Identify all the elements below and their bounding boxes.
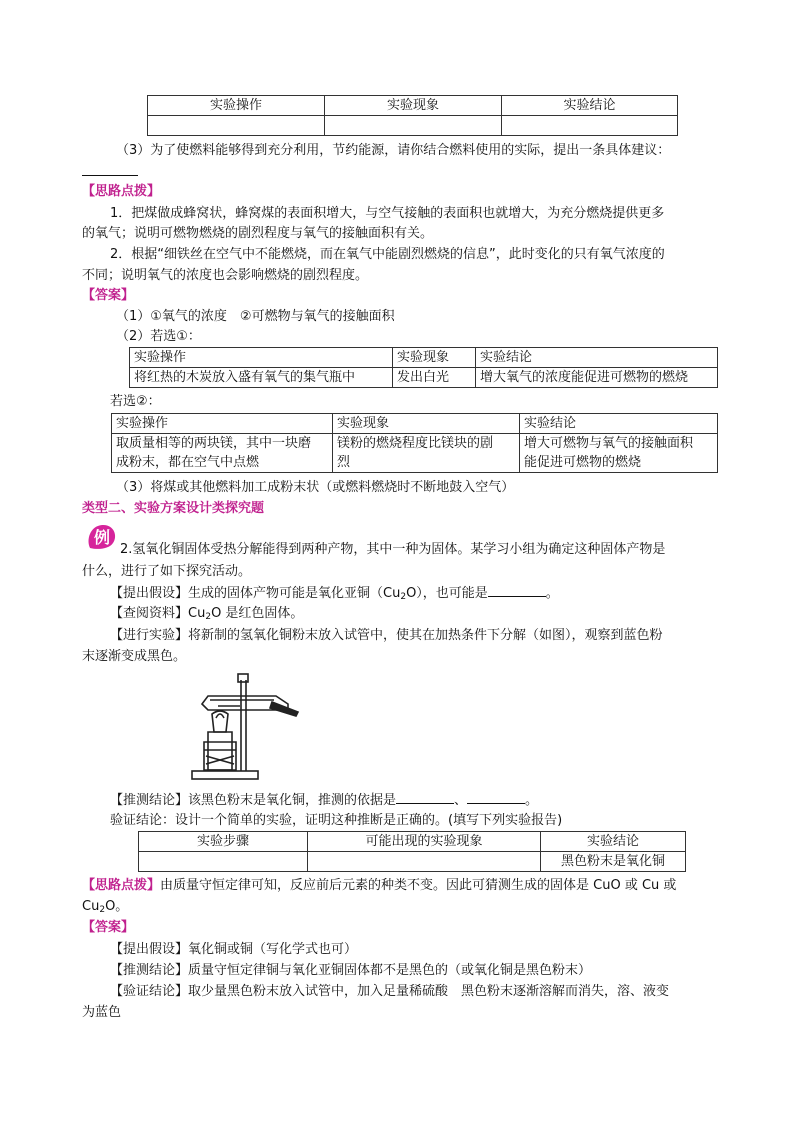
hint-text: 的氧气；说明可燃物燃烧的剧烈程度与氧气的接触面积有关。: [82, 226, 434, 241]
table-header: 实验操作: [130, 348, 393, 368]
table-header: 实验现象: [325, 96, 502, 116]
table-header: 实验操作: [148, 96, 325, 116]
hint-text: 1．把煤做成蜂窝状，蜂窝煤的表面积增大，与空气接触的表面积也就增大，为充分燃烧提供更多: [110, 206, 665, 221]
answer-text: （1）①氧气的浓度 ②可燃物与氧气的接触面积: [116, 309, 395, 324]
table-cell: 将红热的木炭放入盛有氧气的集气瓶中: [130, 368, 393, 388]
heating-apparatus-figure: [188, 670, 310, 782]
inference-line: 【推测结论】该黑色粉末是氧化铜，推测的依据是 、 。: [110, 790, 538, 811]
table-cell: 增大可燃物与氧气的接触面积 能促进可燃物的燃烧: [520, 434, 718, 473]
answer-text: （3）将煤或其他燃料加工成粉末状（或燃料燃烧时不断地鼓入空气）: [116, 480, 515, 495]
example-text: 什么，进行了如下探究活动。: [82, 564, 252, 579]
table-cell: 取质量相等的两块镁，其中一块磨 成粉末，都在空气中点燃: [112, 434, 333, 473]
answer2-text: 【推测结论】质量守恒定律铜与氧化亚铜固体都不是黑色的（或氧化铜是黑色粉末）: [110, 963, 592, 978]
table-header: 实验结论: [541, 832, 686, 852]
answer2-heading: 【答案】: [82, 920, 135, 935]
reference-line: 【查阅资料】$Cu_2O$ 是红色固体。: [110, 606, 304, 622]
table-cell: 增大氧气的浓度能促进可燃物的燃烧: [476, 368, 718, 388]
section-heading: 类型二、实验方案设计类探究题: [82, 501, 265, 516]
hypothesis-line: 【提出假设】生成的固体产物可能是氧化亚铜$(Cu_2O)$，也可能是 。: [110, 583, 559, 604]
hint2-line: $Cu_2O$。: [82, 899, 129, 915]
hint-text: 2．根据“细铁丝在空气中不能燃烧，而在氧气中能剧烈燃烧的信息”，此时变化的只有氧气浓度的: [110, 247, 665, 262]
table-cell: 镁粉的燃烧程度比镁块的剧 烈: [333, 434, 520, 473]
table-cell: [148, 116, 325, 136]
answer-heading: 【答案】: [82, 288, 135, 303]
answer2-text: 【验证结论】取少量黑色粉末放入试管中，加入足量稀硫酸 黑色粉末逐渐溶解而消失，溶、液变: [110, 984, 670, 999]
table-choice-2: [111, 413, 718, 473]
table-cell: [308, 852, 541, 872]
table-cell: 发出白光: [393, 368, 476, 388]
question-3: （3）为了使燃料能够得到充分利用，节约能源，请你结合燃料使用的实际，提出一条具体建议：: [116, 143, 671, 158]
answer-blank: [82, 162, 138, 183]
hint-text: 不同；说明氧气的浓度也会影响燃烧的剧烈程度。: [82, 268, 369, 283]
table-header: 实验现象: [393, 348, 476, 368]
answer-text: （2）若选①：: [116, 329, 201, 344]
table-report: [138, 831, 686, 872]
hint-heading: 【思路点拨】: [82, 184, 161, 199]
experiment-text: 末逐渐变成黑色。: [82, 649, 187, 664]
table-top: [147, 95, 678, 136]
table-header: 实验结论: [502, 96, 678, 116]
table-choice-1: [129, 347, 718, 388]
table-cell: [325, 116, 502, 136]
table-cell: [139, 852, 308, 872]
table-cell: [502, 116, 678, 136]
example-badge-label: 例: [93, 528, 111, 547]
example-text: 2.氢氧化铜固体受热分解能得到两种产物，其中一种为固体。某学习小组为确定这种固体产物是: [120, 542, 666, 557]
example-badge-icon: [86, 522, 118, 552]
answer-text: 若选②：: [110, 394, 161, 409]
table-cell: 黑色粉末是氧化铜: [541, 852, 686, 872]
table-header: 实验操作: [112, 414, 333, 434]
table-header: 实验步骤: [139, 832, 308, 852]
verify-text: 验证结论：设计一个简单的实验，证明这种推断是正确的。(填写下列实验报告): [110, 813, 563, 828]
experiment-text: 【进行实验】将新制的氢氧化铜粉末放入试管中，使其在加热条件下分解（如图），观察到蓝色粉: [110, 628, 663, 643]
answer2-text: 【提出假设】氧化铜或铜（写化学式也可）: [110, 942, 358, 957]
answer2-text: 为蓝色: [82, 1005, 122, 1020]
hint2-line: 【思路点拨】由质量守恒定律可知，反应前后元素的种类不变。因此可猜测生成的固体是 CuO 或 Cu 或: [82, 878, 677, 893]
table-header: 实验结论: [476, 348, 718, 368]
table-header: 实验现象: [333, 414, 520, 434]
table-header: 实验结论: [520, 414, 718, 434]
table-header: 可能出现的实验现象: [308, 832, 541, 852]
